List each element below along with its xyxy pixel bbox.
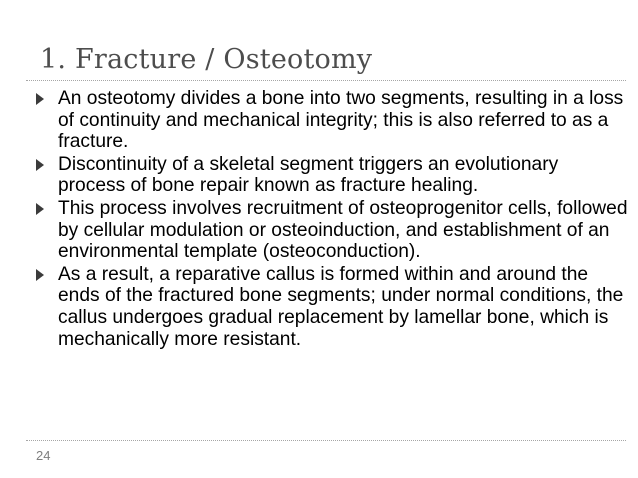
slide-title: 1. Fracture / Osteotomy — [40, 44, 373, 75]
bullet-item — [0, 198, 638, 263]
bullet-arrow-icon — [36, 93, 44, 105]
bullet-item — [0, 154, 638, 197]
bullet-text: This process involves recruitment of osteoprogenitor cells, followed by cellular modulation or osteoinduction, and establishment of an environmental template (osteoconduction). — [58, 197, 628, 263]
bullet-arrow-icon — [36, 159, 44, 171]
title-divider — [26, 80, 626, 81]
footer-divider — [26, 440, 626, 441]
page-number: 24 — [36, 448, 51, 463]
bullet-item — [0, 88, 638, 153]
bullet-text: As a result, a reparative callus is formed within and around the ends of the fractured bone segments; under normal conditions, the callus undergoes gradual replacement by lamellar bone, which is mechanically more resistant. — [58, 263, 624, 350]
bullet-list — [0, 88, 638, 351]
bullet-text: An osteotomy divides a bone into two segments, resulting in a loss of continuity and mechanical integrity; this is also referred to as a fracture. — [58, 88, 624, 153]
bullet-text: Discontinuity of a skeletal segment triggers an evolutionary process of bone repair known as fracture healing. — [58, 153, 559, 197]
bullet-arrow-icon — [36, 269, 44, 281]
bullet-arrow-icon — [36, 203, 44, 215]
bullet-item — [0, 264, 638, 350]
